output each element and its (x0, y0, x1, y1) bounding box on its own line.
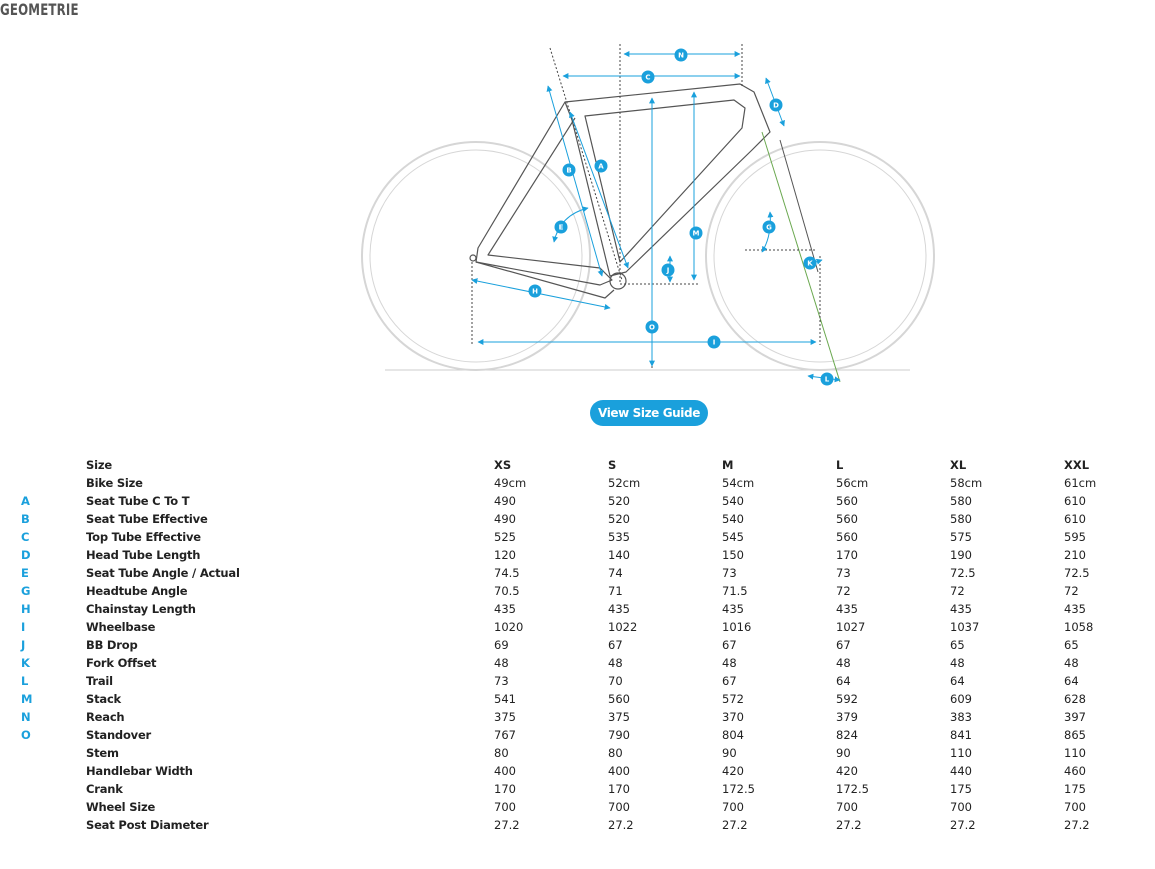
row-value: 490 (494, 494, 516, 508)
table-row (14, 762, 1144, 780)
table-body (14, 474, 1144, 834)
svg-text:D: D (773, 101, 779, 110)
label-i-icon (708, 336, 721, 349)
row-code: H (21, 602, 31, 616)
row-code (14, 762, 86, 780)
svg-text:H: H (532, 287, 538, 296)
label-l-icon (821, 373, 834, 386)
table-row (14, 636, 1144, 654)
row-value: 110 (1064, 746, 1086, 760)
row-value: 72 (836, 584, 851, 598)
row-value: 490 (494, 512, 516, 526)
label-k-icon (804, 257, 817, 270)
row-value: 172.5 (836, 782, 869, 796)
row-label: Seat Tube C To T (86, 494, 190, 508)
row-value: 70.5 (494, 584, 520, 598)
label-h-icon (529, 285, 542, 298)
row-code: D (21, 548, 31, 562)
size-s-header: S (608, 458, 617, 472)
row-code: A (21, 494, 30, 508)
row-value: 49cm (494, 476, 527, 490)
row-value: 610 (1064, 512, 1086, 526)
row-value: 72 (950, 584, 965, 598)
row-value: 48 (1064, 656, 1079, 670)
row-value: 1022 (608, 620, 638, 634)
row-value: 572 (722, 692, 744, 706)
row-value: 110 (950, 746, 972, 760)
label-n-icon (675, 49, 688, 62)
row-value: 540 (722, 494, 744, 508)
row-label: Seat Tube Angle / Actual (86, 566, 240, 580)
label-a-icon (595, 160, 608, 173)
size-xs-header: XS (494, 458, 512, 472)
label-d-icon (770, 99, 783, 112)
row-value: 435 (1064, 602, 1086, 616)
row-value: 440 (950, 764, 972, 778)
fork-axis (762, 132, 840, 382)
svg-text:A: A (598, 162, 604, 171)
table-row (14, 816, 1144, 834)
row-value: 700 (722, 800, 744, 814)
row-value: 80 (494, 746, 509, 760)
bike-geometry-diagram (355, 40, 945, 400)
rear-wheel (362, 142, 590, 370)
row-value: 27.2 (836, 818, 862, 832)
row-label: Crank (86, 782, 123, 796)
row-code: L (21, 674, 29, 688)
row-label: Seat Post Diameter (86, 818, 209, 832)
row-value: 190 (950, 548, 972, 562)
row-value: 73 (494, 674, 509, 688)
row-value: 210 (1064, 548, 1086, 562)
row-value: 541 (494, 692, 516, 706)
svg-text:N: N (678, 51, 684, 60)
row-value: 74 (608, 566, 623, 580)
row-value: 580 (950, 512, 972, 526)
row-label: Trail (86, 674, 113, 688)
row-code: O (21, 728, 31, 742)
row-value: 170 (494, 782, 516, 796)
row-value: 1037 (950, 620, 980, 634)
row-value: 435 (494, 602, 516, 616)
row-value: 520 (608, 512, 630, 526)
row-label: Standover (86, 728, 152, 742)
row-value: 72.5 (1064, 566, 1090, 580)
svg-text:M: M (692, 229, 700, 238)
row-value: 790 (608, 728, 630, 742)
row-value: 560 (836, 494, 858, 508)
row-value: 435 (950, 602, 972, 616)
row-value: 865 (1064, 728, 1086, 742)
row-value: 595 (1064, 530, 1086, 544)
row-value: 628 (1064, 692, 1086, 706)
table-row (14, 672, 1144, 690)
row-value: 420 (722, 764, 744, 778)
row-value: 375 (608, 710, 630, 724)
row-value: 700 (608, 800, 630, 814)
row-value: 545 (722, 530, 744, 544)
row-value: 80 (608, 746, 623, 760)
row-label: Seat Tube Effective (86, 512, 208, 526)
row-label: Wheel Size (86, 800, 156, 814)
row-value: 67 (722, 674, 737, 688)
label-c-icon (642, 71, 655, 84)
row-value: 67 (836, 638, 851, 652)
table-row (14, 708, 1144, 726)
row-value: 65 (950, 638, 965, 652)
geometry-table (14, 456, 1144, 834)
row-value: 379 (836, 710, 858, 724)
row-value: 70 (608, 674, 623, 688)
row-value: 435 (722, 602, 744, 616)
row-value: 609 (950, 692, 972, 706)
label-b-icon (563, 164, 576, 177)
row-value: 1020 (494, 620, 524, 634)
row-label: Bike Size (86, 476, 143, 490)
row-value: 27.2 (722, 818, 748, 832)
row-value: 370 (722, 710, 744, 724)
row-value: 767 (494, 728, 516, 742)
svg-text:I: I (712, 338, 716, 347)
svg-text:C: C (645, 73, 651, 82)
size-header: Size (86, 458, 112, 472)
row-value: 520 (608, 494, 630, 508)
row-value: 175 (950, 782, 972, 796)
row-value: 72.5 (950, 566, 976, 580)
row-value: 170 (836, 548, 858, 562)
row-value: 700 (836, 800, 858, 814)
row-value: 824 (836, 728, 858, 742)
row-value: 575 (950, 530, 972, 544)
row-code: C (21, 530, 30, 544)
svg-text:G: G (766, 223, 772, 232)
row-value: 420 (836, 764, 858, 778)
row-value: 460 (1064, 764, 1086, 778)
row-value: 73 (836, 566, 851, 580)
row-value: 69 (494, 638, 509, 652)
row-value: 54cm (722, 476, 755, 490)
label-o-icon (646, 321, 659, 334)
view-size-guide-button[interactable]: View Size Guide (590, 400, 708, 426)
table-row (14, 474, 1144, 492)
row-value: 592 (836, 692, 858, 706)
row-value: 700 (494, 800, 516, 814)
row-value: 48 (722, 656, 737, 670)
row-code: E (21, 566, 29, 580)
row-value: 140 (608, 548, 630, 562)
row-value: 841 (950, 728, 972, 742)
table-row (14, 492, 1144, 510)
row-value: 64 (1064, 674, 1079, 688)
row-value: 48 (494, 656, 509, 670)
table-row (14, 510, 1144, 528)
row-value: 700 (950, 800, 972, 814)
row-value: 71 (608, 584, 623, 598)
row-code (14, 798, 86, 816)
table-row (14, 618, 1144, 636)
row-value: 61cm (1064, 476, 1097, 490)
row-code: J (21, 638, 26, 652)
label-m-icon (690, 227, 703, 240)
row-value: 435 (608, 602, 630, 616)
row-code: K (21, 656, 30, 670)
table-row (14, 744, 1144, 762)
row-label: Reach (86, 710, 125, 724)
row-value: 58cm (950, 476, 983, 490)
row-value: 71.5 (722, 584, 748, 598)
row-value: 1027 (836, 620, 866, 634)
table-row (14, 726, 1144, 744)
row-label: Stack (86, 692, 122, 706)
row-value: 535 (608, 530, 630, 544)
table-row (14, 780, 1144, 798)
row-value: 1058 (1064, 620, 1094, 634)
table-row (14, 654, 1144, 672)
row-code: N (21, 710, 31, 724)
row-value: 560 (836, 530, 858, 544)
row-code (14, 780, 86, 798)
label-e-icon (555, 221, 568, 234)
svg-text:E: E (558, 223, 564, 232)
row-value: 400 (494, 764, 516, 778)
row-value: 52cm (608, 476, 641, 490)
row-label: BB Drop (86, 638, 138, 652)
table-header-row (14, 456, 1144, 474)
row-value: 90 (722, 746, 737, 760)
row-value: 172.5 (722, 782, 755, 796)
row-label: Chainstay Length (86, 602, 196, 616)
row-value: 72 (1064, 584, 1079, 598)
row-label: Top Tube Effective (86, 530, 201, 544)
row-value: 1016 (722, 620, 752, 634)
row-value: 74.5 (494, 566, 520, 580)
row-value: 700 (1064, 800, 1086, 814)
row-value: 150 (722, 548, 744, 562)
row-value: 375 (494, 710, 516, 724)
table-row (14, 582, 1144, 600)
row-label: Wheelbase (86, 620, 156, 634)
row-value: 48 (950, 656, 965, 670)
row-code: M (21, 692, 33, 706)
row-value: 64 (950, 674, 965, 688)
row-label: Headtube Angle (86, 584, 188, 598)
row-value: 525 (494, 530, 516, 544)
row-value: 27.2 (494, 818, 520, 832)
table-row (14, 564, 1144, 582)
row-value: 65 (1064, 638, 1079, 652)
row-code: I (21, 620, 26, 634)
row-value: 400 (608, 764, 630, 778)
row-value: 27.2 (1064, 818, 1090, 832)
row-value: 90 (836, 746, 851, 760)
table-row (14, 600, 1144, 618)
size-xl-header: XL (950, 458, 967, 472)
row-value: 804 (722, 728, 744, 742)
svg-text:K: K (807, 259, 813, 268)
row-code: B (21, 512, 30, 526)
row-value: 397 (1064, 710, 1086, 724)
row-value: 560 (836, 512, 858, 526)
svg-text:O: O (649, 323, 655, 332)
size-xxl-header: XXL (1064, 458, 1090, 472)
svg-text:L: L (824, 375, 830, 384)
row-label: Handlebar Width (86, 764, 193, 778)
row-code: G (21, 584, 31, 598)
row-value: 27.2 (608, 818, 634, 832)
label-j-icon (662, 264, 675, 277)
size-m-header: M (722, 458, 734, 472)
row-value: 610 (1064, 494, 1086, 508)
row-code (14, 744, 86, 762)
code-header (14, 456, 86, 474)
row-code (14, 474, 86, 492)
row-value: 580 (950, 494, 972, 508)
row-value: 67 (722, 638, 737, 652)
row-value: 435 (836, 602, 858, 616)
row-value: 67 (608, 638, 623, 652)
row-label: Stem (86, 746, 119, 760)
row-value: 170 (608, 782, 630, 796)
row-value: 73 (722, 566, 737, 580)
table-row (14, 690, 1144, 708)
row-value: 540 (722, 512, 744, 526)
row-label: Fork Offset (86, 656, 157, 670)
row-value: 560 (608, 692, 630, 706)
row-value: 64 (836, 674, 851, 688)
row-value: 56cm (836, 476, 869, 490)
table-row (14, 798, 1144, 816)
row-value: 383 (950, 710, 972, 724)
row-value: 48 (836, 656, 851, 670)
table-row (14, 546, 1144, 564)
svg-text:J: J (666, 266, 670, 275)
row-value: 120 (494, 548, 516, 562)
label-g-icon (763, 221, 776, 234)
row-value: 27.2 (950, 818, 976, 832)
row-label: Head Tube Length (86, 548, 201, 562)
svg-text:B: B (566, 166, 572, 175)
size-l-header: L (836, 458, 844, 472)
row-value: 48 (608, 656, 623, 670)
table-row (14, 528, 1144, 546)
row-code (14, 816, 86, 834)
section-title: GEOMETRIE (0, 0, 79, 19)
row-value: 175 (1064, 782, 1086, 796)
